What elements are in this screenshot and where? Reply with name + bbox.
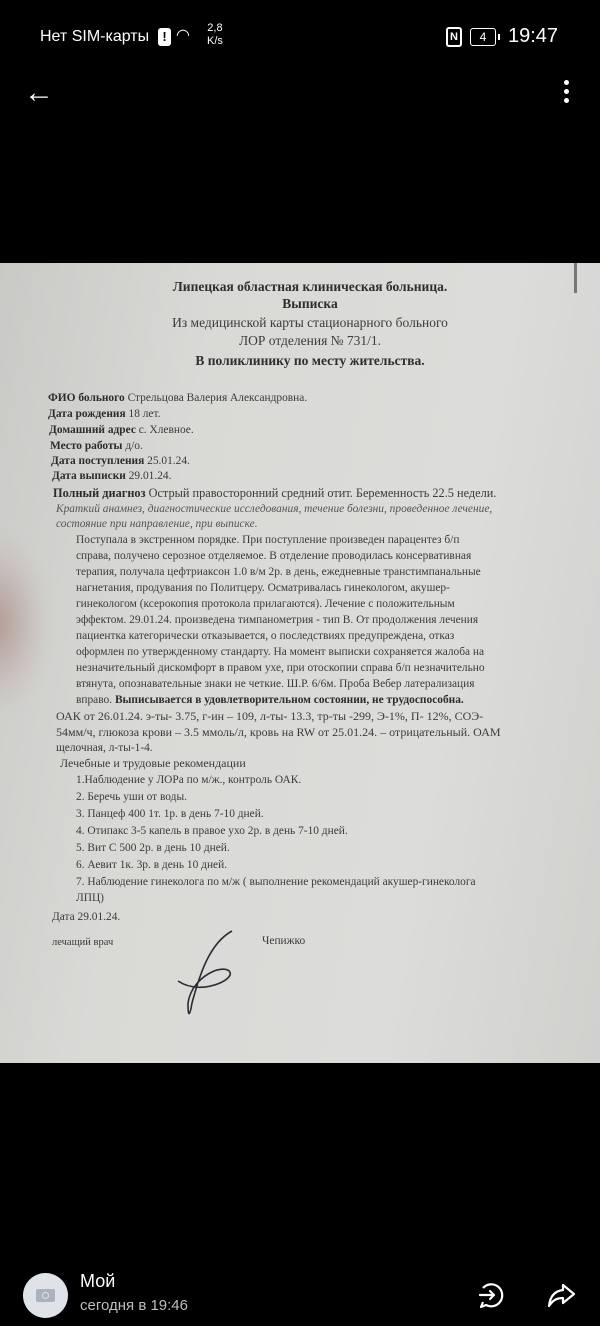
body-line: пациентка категорически отказывается, о последствиях предупреждена, отказ bbox=[76, 630, 455, 642]
discharge-document bbox=[0, 263, 600, 1063]
body-line: гинекологом (ксерокопия протокола прилагаются). Лечение с положительным bbox=[76, 598, 455, 610]
section-caption: Краткий анамнез, диагностические исследования, течение болезни, проведенное лечение, bbox=[56, 503, 493, 515]
speed-unit: K/s bbox=[207, 35, 223, 47]
recommendations-title: Лечебные и трудовые рекомендации bbox=[60, 756, 246, 770]
document-date: Дата 29.01.24. bbox=[52, 911, 121, 923]
source-line: Из медицинской карты стационарного больного bbox=[172, 315, 448, 330]
field-diagnosis: Полный диагноз Острый правосторонний средний отит. Беременность 22.5 недели. bbox=[53, 486, 497, 500]
body-line: Поступала в экстренном порядке. При поступление произведен парацентез б/п bbox=[76, 534, 460, 546]
field-birth: Дата рождения 18 лет. bbox=[48, 408, 161, 420]
body-line: втянута, опознавательные знаки не четкие. Ш.Р. 6/6м. Проба Вебер латерализация bbox=[76, 678, 475, 690]
body-line: незначительный дискомфорт в правом ухе, при отоскопии справа б/п незначительно bbox=[76, 662, 485, 674]
camera-icon bbox=[36, 1289, 55, 1302]
field-discharge: Дата выписки 29.01.24. bbox=[52, 470, 172, 482]
sim-warning-icon: ! bbox=[158, 28, 171, 46]
carrier-label: Нет SIM-карты bbox=[40, 28, 150, 45]
field-name: ФИО больного Стрельцова Валерия Александровна. bbox=[48, 392, 308, 404]
signature bbox=[170, 923, 260, 1023]
sender-name: Мой bbox=[80, 1271, 116, 1291]
doctor-name: Чепижко bbox=[262, 935, 306, 947]
network-speed bbox=[207, 22, 223, 48]
field-admission: Дата поступления 25.01.24. bbox=[51, 455, 190, 467]
body-line: справа, получено серозное отделяемое. В отделение проводилась консервативная bbox=[76, 550, 472, 562]
lab-line: щелочная, л-ты-1-4. bbox=[56, 742, 153, 754]
recommendation-item: 7. Наблюдение гинеколога по м/ж ( выполнение рекомендаций акушер-гинеколога bbox=[76, 876, 476, 888]
nfc-icon: N bbox=[446, 27, 462, 47]
destination-line: В поликлинику по месту жительства. bbox=[195, 353, 425, 368]
recommendation-item: 5. Вит С 500 2р. в день 10 дней. bbox=[76, 842, 230, 854]
document-type: Выписка bbox=[282, 296, 338, 311]
lab-line: ОАК от 26.01.24. э-ты- 3.75, г-ин – 109, л-ты- 13.3, тр-ты -299, Э-1%, П- 12%, СОЭ- bbox=[56, 709, 484, 723]
status-bar bbox=[0, 22, 600, 52]
body-line: эффектом. 29.01.24. произведена тимпанометрия - тип В. От продолжения лечения bbox=[76, 614, 479, 626]
hospital-name: Липецкая областная клиническая больница. bbox=[172, 279, 448, 294]
battery-level: 4 bbox=[479, 30, 487, 44]
document-photo[interactable] bbox=[0, 263, 600, 1063]
discharge-status: Выписывается в удовлетворительном состоянии, не трудоспособна. bbox=[114, 694, 464, 706]
wifi-icon: ◠ bbox=[176, 27, 190, 44]
timestamp: сегодня в 19:46 bbox=[80, 1297, 188, 1314]
recommendation-item: 3. Панцеф 400 1т. 1р. в день 7-10 дней. bbox=[76, 808, 264, 820]
forward-to-chat-icon[interactable] bbox=[474, 1278, 508, 1312]
recommendation-item: 6. Аевит 1к. 3р. в день 10 дней. bbox=[76, 859, 228, 871]
department-line: ЛОР отделения № 731/1. bbox=[238, 333, 382, 348]
clock: 19:47 bbox=[508, 25, 559, 47]
body-line: оформлен по утвержденному стандарту. На момент выписки сохраняется жалоба на bbox=[76, 646, 485, 658]
lab-line: 54мм/ч, глюкоза крови – 3.5 ммоль/л, кровь на RW от 25.01.24. – отрицательный. ОАМ bbox=[56, 725, 501, 739]
recommendation-item: 2. Беречь уши от воды. bbox=[76, 791, 187, 803]
doctor-label: лечащий врач bbox=[52, 937, 114, 948]
avatar[interactable] bbox=[23, 1273, 68, 1318]
recommendation-item: 1.Наблюдение у ЛОРа по м/ж., контроль ОАК. bbox=[76, 774, 302, 786]
body-line: нагнетания, продувания по Политцеру. Осматривалась гинекологом, акушер- bbox=[76, 582, 450, 594]
field-address: Домашний адрес с. Хлевное. bbox=[49, 424, 194, 436]
back-arrow-icon[interactable]: ← bbox=[24, 76, 54, 109]
section-caption: состояние при направление, при выписке. bbox=[56, 518, 258, 530]
speed-value: 2,8 bbox=[207, 22, 223, 34]
battery-icon bbox=[470, 28, 496, 46]
body-line: терапия, получала цефтриаксон 1.0 в/м 2р. в день, ежедневные транстимпанальные bbox=[76, 566, 481, 578]
body-line: вправо. Выписывается в удовлетворительном состоянии, не трудоспособна. bbox=[76, 694, 464, 706]
more-options-icon[interactable] bbox=[556, 80, 576, 110]
share-icon[interactable] bbox=[544, 1278, 578, 1312]
recommendation-item: 4. Отипакс 3-5 капель в правое ухо 2р. в день 7-10 дней. bbox=[76, 825, 348, 837]
field-work: Место работы д/о. bbox=[50, 440, 143, 452]
recommendation-item: ЛПЦ) bbox=[76, 892, 104, 904]
